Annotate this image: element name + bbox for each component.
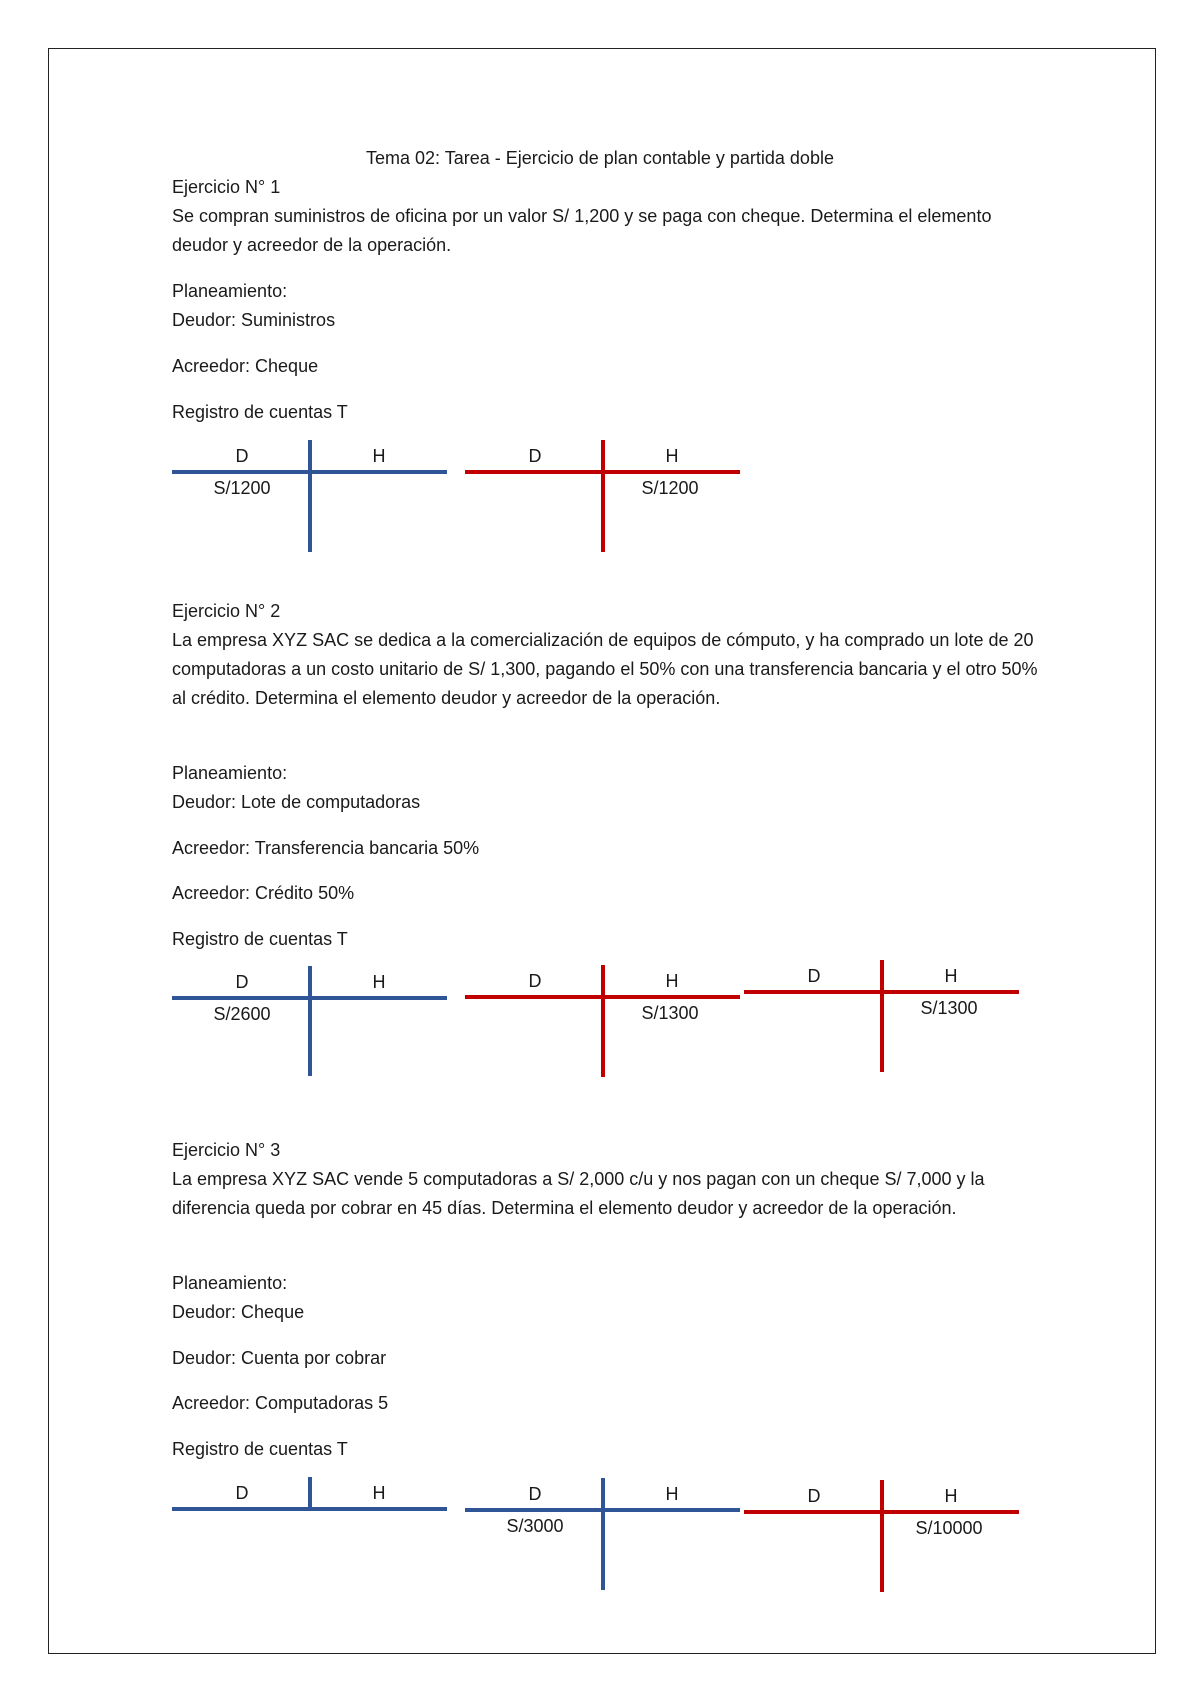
exercise-2-heading: Ejercicio N° 2 bbox=[172, 601, 281, 621]
exercise-1-creditor: Acreedor: Cheque bbox=[172, 356, 319, 376]
t-account: D H S/1300 bbox=[465, 965, 740, 1077]
t-account-credit: S/10000 bbox=[915, 1518, 983, 1538]
exercise-2-plan-label: Planeamiento: bbox=[172, 763, 288, 783]
exercise-3-heading: Ejercicio N° 3 bbox=[172, 1140, 281, 1160]
exercise-3-plan-label: Planeamiento: bbox=[172, 1273, 288, 1293]
exercise-2-statement: La empresa XYZ SAC se dedica a la comercialización de equipos de cómputo, y ha comprado un lote de 20 computadoras a un costo unitario de S/ 1,300, pagando el 50% con una transferencia bancaria y el otro 50% al crédito. Determina el elemento deudor y acreedor de la operación. bbox=[172, 630, 1038, 708]
t-account-credit: S/1300 bbox=[920, 998, 978, 1018]
exercise-1-heading: Ejercicio N° 1 bbox=[172, 177, 281, 197]
t-account: D H S/1200 bbox=[465, 440, 740, 552]
t-account: D H S/1200 bbox=[172, 440, 447, 552]
document-title: Tema 02: Tarea - Ejercicio de plan contable y partida doble bbox=[366, 148, 834, 168]
exercise-3-statement: La empresa XYZ SAC vende 5 computadoras a S/ 2,000 c/u y nos pagan con un cheque S/ 7,000 y la diferencia queda por cobrar en 45 días. Determina el elemento deudor y acreedor de la operación. bbox=[172, 1169, 985, 1218]
exercise-2-registro: Registro de cuentas T bbox=[172, 929, 348, 949]
t-account-credit: S/1200 bbox=[641, 478, 699, 498]
t-account-debit: S/3000 bbox=[506, 1516, 564, 1536]
t-account: D H S/3000 bbox=[465, 1478, 740, 1590]
t-account-debit: S/1200 bbox=[213, 478, 271, 498]
exercise-1-debtor: Deudor: Suministros bbox=[172, 310, 336, 330]
t-account: D H bbox=[172, 1477, 447, 1513]
exercise-2-creditor-credit: Acreedor: Crédito 50% bbox=[172, 883, 355, 903]
exercise-2-creditor-transfer: Acreedor: Transferencia bancaria 50% bbox=[172, 838, 480, 858]
t-account: D H S/1300 bbox=[744, 960, 1019, 1072]
exercise-1-statement: Se compran suministros de oficina por un valor S/ 1,200 y se paga con cheque. Determina el elemento deudor y acreedor de la operación. bbox=[172, 206, 992, 255]
exercise-1-registro: Registro de cuentas T bbox=[172, 402, 348, 422]
t-account-credit: S/1300 bbox=[641, 1003, 699, 1023]
t-account-debit: S/2600 bbox=[213, 1004, 271, 1024]
t-account: D H S/2600 bbox=[172, 966, 447, 1076]
exercise-2-debtor: Deudor: Lote de computadoras bbox=[172, 792, 421, 812]
exercise-3-registro: Registro de cuentas T bbox=[172, 1439, 348, 1459]
exercise-3-creditor: Acreedor: Computadoras 5 bbox=[172, 1393, 389, 1413]
exercise-3-debtor-receivable: Deudor: Cuenta por cobrar bbox=[172, 1348, 387, 1368]
exercise-3-debtor-cheque: Deudor: Cheque bbox=[172, 1302, 305, 1322]
exercise-1-plan-label: Planeamiento: bbox=[172, 281, 288, 301]
t-account: D H S/10000 bbox=[744, 1480, 1019, 1592]
